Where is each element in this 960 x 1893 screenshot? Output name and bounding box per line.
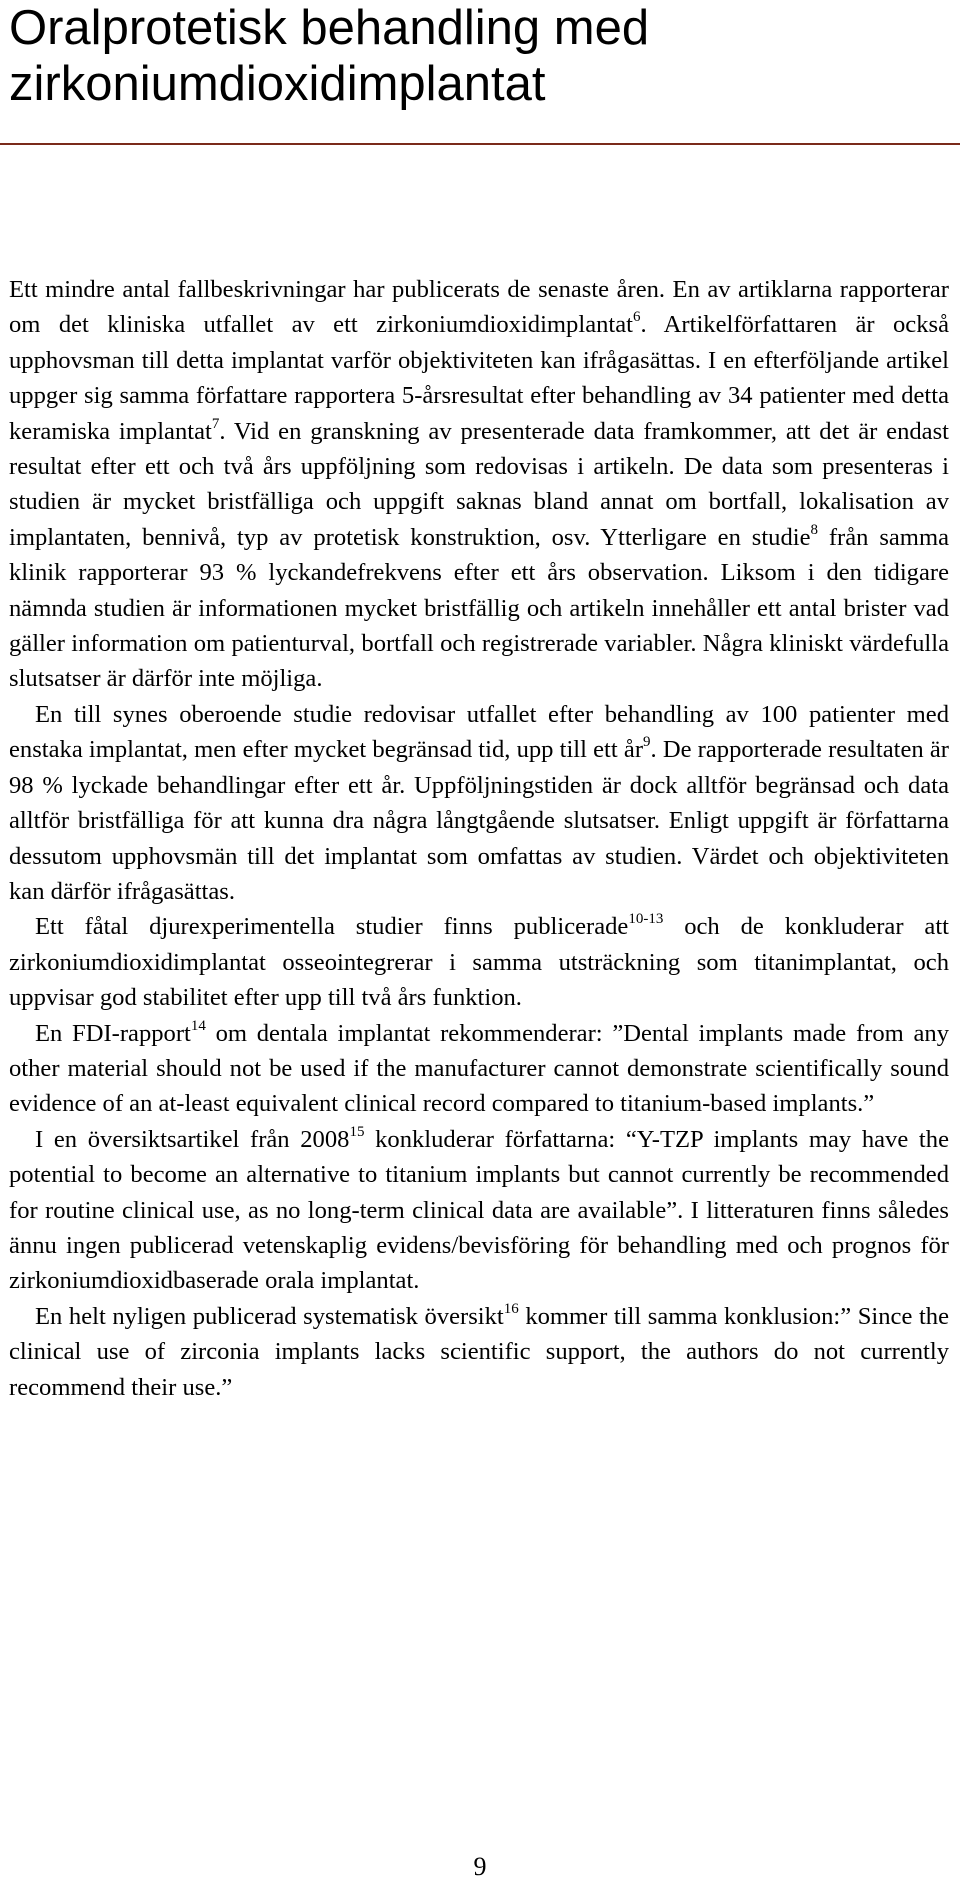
text-run: om dentala implantat rekommenderar: ”Dental implants made from any other material should not be used if the manufacturer cannot demonstrate scientifically sound evidence of an at-least equivalent clinical record compared to titanium-based implants.” xyxy=(9,1019,949,1118)
page-title: Oralprotetisk behandling med zirkoniumdioxidimplantat xyxy=(9,1,650,111)
page-number: 9 xyxy=(473,1852,487,1881)
text-run: En FDI-rapport xyxy=(35,1019,191,1047)
body-text xyxy=(9,272,949,1405)
paragraph xyxy=(9,1122,949,1299)
text-run: kommer till samma konklusion:” Since the clinical use of zirconia implants lacks scientific support, the authors do not currently recommend their use.” xyxy=(9,1302,949,1401)
citation-ref: 6 xyxy=(632,309,641,326)
paragraph xyxy=(9,1299,949,1405)
text-run: . Artikelförfattaren är också upphovsman till detta implantat varför objektiviteten kan ifrågasättas. I en efterföljande artikel uppger sig samma författare rapportera 5-årsresultat efter behandling av 34 patienter med detta keramiska implantat xyxy=(9,311,949,445)
text-run: En helt nyligen publicerad systematisk översikt xyxy=(35,1302,504,1330)
text-run: och de konkluderar att zirkoniumdioxidimplantat osseointegrerar i samma utsträckning som titanimplantat, och uppvisar god stabilitet efter upp till två års funktion. xyxy=(9,913,949,1012)
text-run: . De rapporterade resultaten är 98 % lyckade behandlingar efter ett år. Uppföljningstiden är dock alltför begränsad och data alltför bristfälliga för att kunna dra några långtgående slutsatser. Enligt uppgift är författarna dessutom upphovsmän till det implantat som omfattas av studien. Värdet och objektiviteten kan därför ifrågasättas. xyxy=(9,736,949,905)
paragraph xyxy=(9,272,949,697)
paragraph xyxy=(9,909,949,1015)
citation-ref: 10-13 xyxy=(628,911,664,928)
citation-ref: 14 xyxy=(190,1017,206,1034)
citation-ref: 7 xyxy=(211,415,220,432)
text-run: En till synes oberoende studie redovisar utfallet efter behandling av 100 patienter med enstaka implantat, men efter mycket begränsad tid, upp till ett år xyxy=(9,700,949,764)
text-run: konkluderar författarna: “Y-TZP implants may have the potential to become an alternative to titanium implants but cannot currently be recommended for routine clinical use, as no long-term clinical data are available”. I litteraturen finns således ännu ingen publicerad vetenskaplig evidens/bevisföring för behandling med och prognos för zirkoniumdioxidbaserade orala implantat. xyxy=(9,1125,949,1295)
citation-ref: 16 xyxy=(503,1300,519,1317)
paragraph xyxy=(9,697,949,909)
citation-ref: 15 xyxy=(349,1123,365,1140)
text-run: Ett mindre antal fallbeskrivningar har publicerats de senaste åren. En av artiklarna rapporterar om det kliniska utfallet av ett zirkoniumdioxidimplantat xyxy=(9,276,949,339)
text-run: från samma klinik rapporterar 93 % lyckandefrekvens efter ett års observation. Liksom i den tidigare nämnda studien är informationen mycket bristfällig och artikeln innehåller ett antal brister vad gäller information om patienturval, bortfall och registrerade variabler. Några kliniskt värdefulla slutsatser är därför inte möjliga. xyxy=(9,523,949,693)
citation-ref: 9 xyxy=(643,734,651,751)
text-run: . Vid en granskning av presenterade data framkommer, att det är endast resultat efter ett och två års uppföljning som redovisas i artikeln. De data som presenteras i studien är mycket bristfälliga och uppgift saknas bland annat om bortfall, lokalisation av implantaten, bennivå, typ av protetisk konstruktion, osv. Ytterligare en studie xyxy=(9,417,949,551)
text-run: I en översiktsartikel från 2008 xyxy=(35,1125,350,1153)
text-run: Ett fåtal djurexperimentella studier finns publicerade xyxy=(35,913,629,941)
citation-ref: 8 xyxy=(810,521,818,538)
paragraph xyxy=(9,1016,949,1122)
title-divider xyxy=(0,143,960,145)
